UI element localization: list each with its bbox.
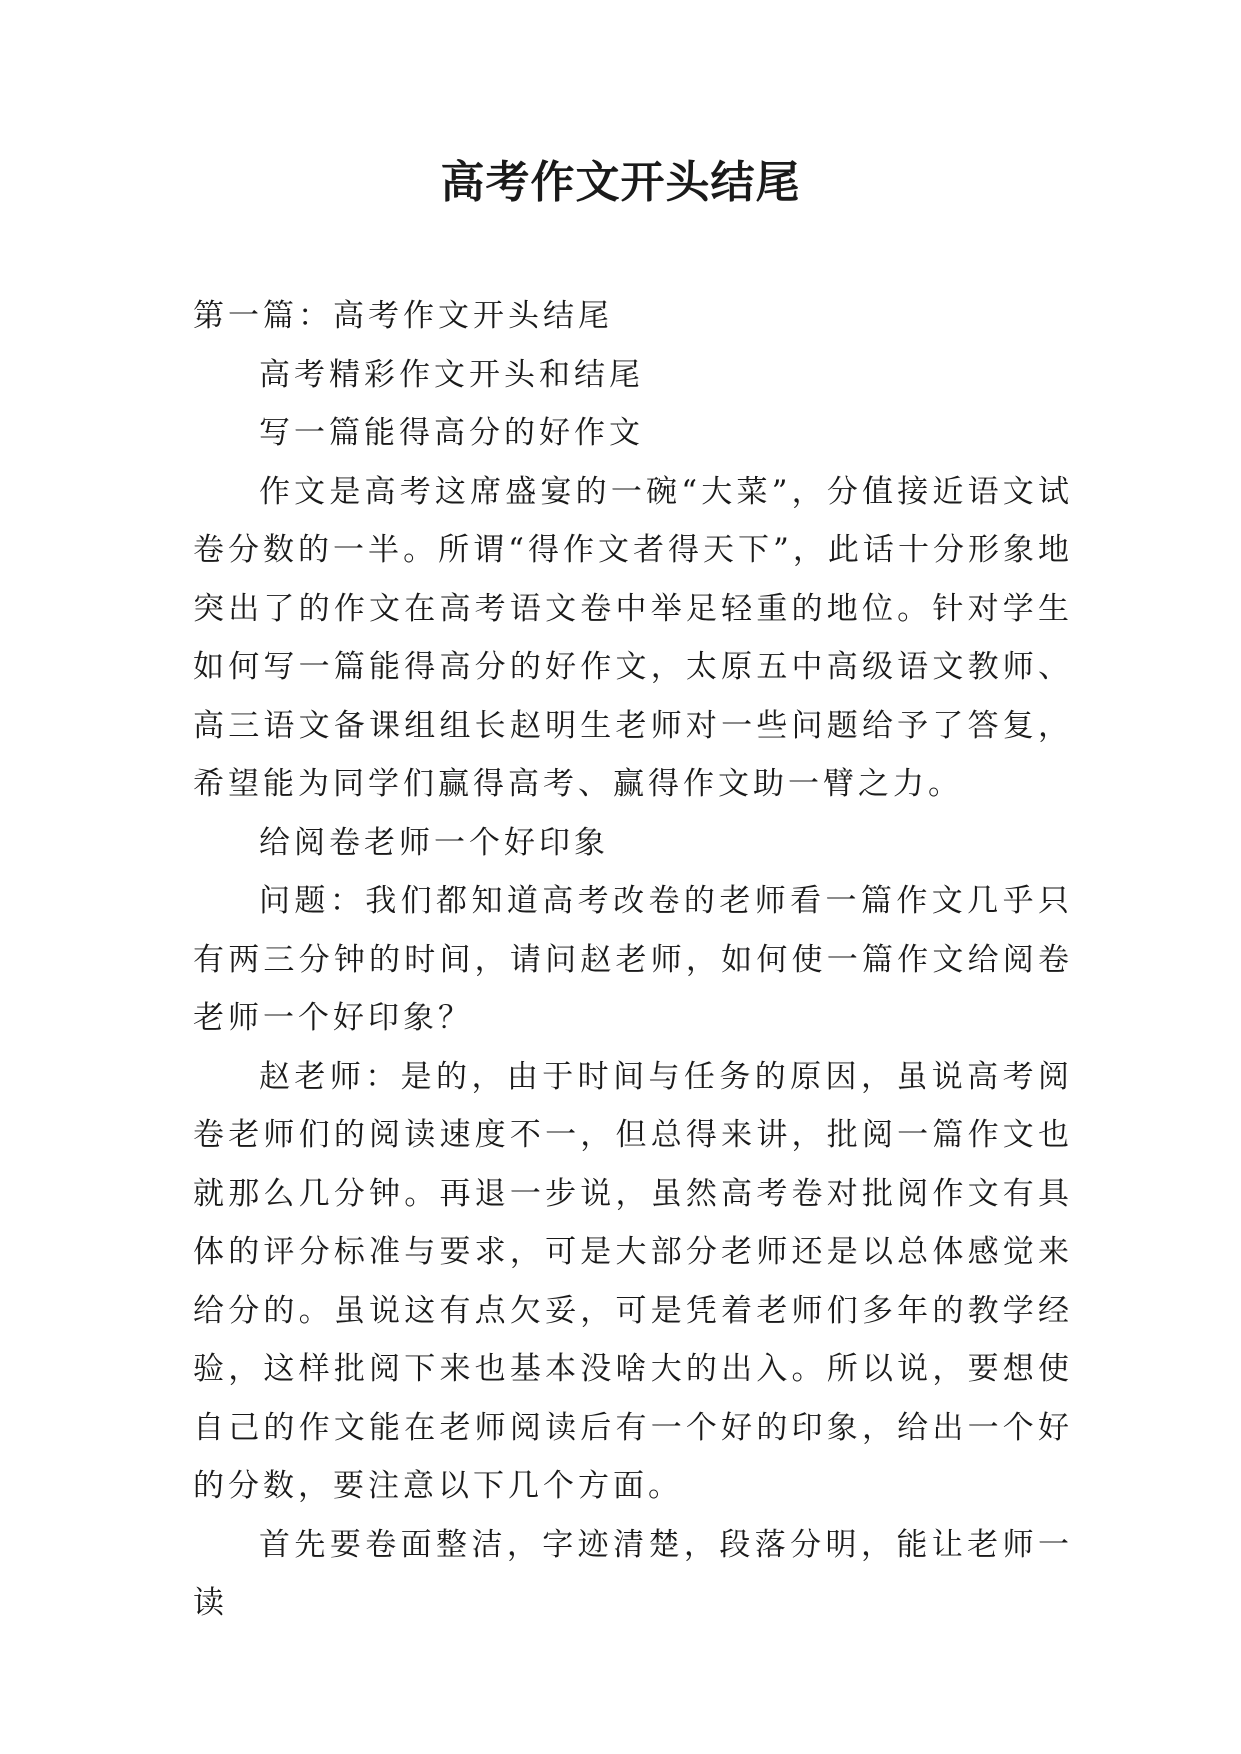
body-paragraph: 赵老师：是的，由于时间与任务的原因，虽说高考阅卷老师们的阅读速度不一，但总得来讲，批阅一篇作文也就那么几分钟。再退一步说，虽然高考卷对批阅作文有具体的评分标准与要求，可是大部分老师还是以总体感觉来给分的。虽说这有点欠妥，可是凭着老师们多年的教学经验，这样批阅下来也基本没啥大的出入。所以说，要想使自己的作文能在老师阅读后有一个好的印象，给出一个好的分数，要注意以下几个方面。 bbox=[193, 1058, 1073, 1504]
subtitle-paragraph: 高考精彩作文开头和结尾 bbox=[259, 356, 644, 393]
body-paragraph: 问题：我们都知道高考改卷的老师看一篇作文几乎只有两三分钟的时间，请问赵老师，如何使一篇作文给阅卷老师一个好印象？ bbox=[193, 883, 1073, 1036]
body-paragraph: 作文是高考这席盛宴的一碗“大菜”，分值接近语文试卷分数的一半。所谓“得作文者得天下”，此话十分形象地突出了的作文在高考语文卷中举足轻重的地位。针对学生如何写一篇能得高分的好作文，太原五中高级语文教师、高三语文备课组组长赵明生老师对一些问题给予了答复，希望能为同学们赢得高考、赢得作文助一臂之力。 bbox=[193, 473, 1073, 802]
subtitle-paragraph: 写一篇能得高分的好作文 bbox=[259, 415, 644, 451]
document-body bbox=[193, 287, 1073, 1633]
heading-paragraph: 第一篇：高考作文开头结尾 bbox=[193, 298, 613, 334]
document-title: 高考作文开头结尾 bbox=[440, 157, 801, 208]
body-paragraph: 首先要卷面整洁，字迹清楚，段落分明，能让老师一读 bbox=[193, 1526, 1073, 1621]
section-heading: 给阅卷老师一个好印象 bbox=[259, 824, 609, 861]
